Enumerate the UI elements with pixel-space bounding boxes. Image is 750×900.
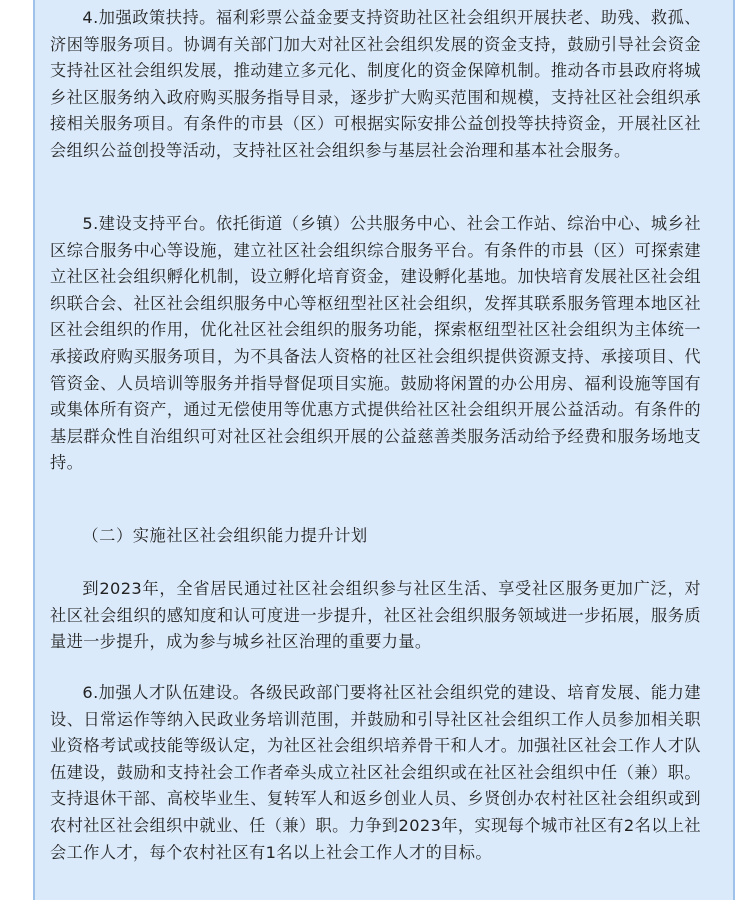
- paragraph-support-platform: 5.建设支持平台。依托街道（乡镇）公共服务中心、社会工作站、综治中心、城乡社区综合服务中心等设施，建立社区社会组织综合服务平台。有条件的市县（区）可探索建立社区社会组织孵化机制，设立孵化培育资金，建设孵化基地。加快培育发展社区社会组织联合会、社区社会组织服务中心等枢纽型社区社会组织，发挥其联系服务管理本地区社区社会组织的作用，优化社区社会组织的服务功能，探索枢纽型社区社会组织为主体统一承接政府购买服务项目，为不具备法人资格的社区社会组织提供资源支持、承接项目、代管资金、人员培训等服务并指导督促项目实施。鼓励将闲置的办公用房、福利设施等国有或集体所有资产，通过无偿使用等优惠方式提供给社区社会组织开展公益活动。有条件的基层群众性自治组织可对社区社会组织开展的公益慈善类服务活动给予经费和服务场地支持。: [50, 214, 701, 473]
- section-heading-capacity-plan: （二）实施社区社会组织能力提升计划: [82, 526, 368, 545]
- paragraph-talent-building: 6.加强人才队伍建设。各级民政部门要将社区社会组织党的建设、培育发展、能力建设、日常运作等纳入民政业务培训范围，并鼓励和引导社区社会组织工作人员参加相关职业资格考试或技能等级认定，为社区社会组织培养骨干和人才。加强社区社会工作人才队伍建设，鼓励和支持社会工作者牵头成立社区社会组织或在社区社会组织中任（兼）职。支持退休干部、高校毕业生、复转军人和返乡创业人员、乡贤创办农村社区社会组织或到农村社区社会组织中就业、任（兼）职。力争到2023年，实现每个城市社区有2名以上社会工作人才，每个农村社区有1名以上社会工作人才的目标。: [50, 683, 701, 862]
- paragraph-2023-goal: 到2023年，全省居民通过社区社会组织参与社区生活、享受社区服务更加广泛，对社区社会组织的感知度和认可度进一步提升，社区社会组织服务领域进一步拓展，服务质量进一步提升，成为参与城乡社区治理的重要力量。: [50, 579, 701, 652]
- paragraph-policy-support: 4.加强政策扶持。福利彩票公益金要支持资助社区社会组织开展扶老、助残、救孤、济困等服务项目。协调有关部门加大对社区社会组织发展的资金支持，鼓励引导社会资金支持社区社会组织发展，推动建立多元化、制度化的资金保障机制。推动各市县政府将城乡社区服务纳入政府购买服务指导目录，逐步扩大购买范围和规模，支持社区社会组织承接相关服务项目。有条件的市县（区）可根据实际安排公益创投等扶持资金，开展社区社会组织公益创投等活动，支持社区社会组织参与基层社会治理和基本社会服务。: [50, 8, 701, 160]
